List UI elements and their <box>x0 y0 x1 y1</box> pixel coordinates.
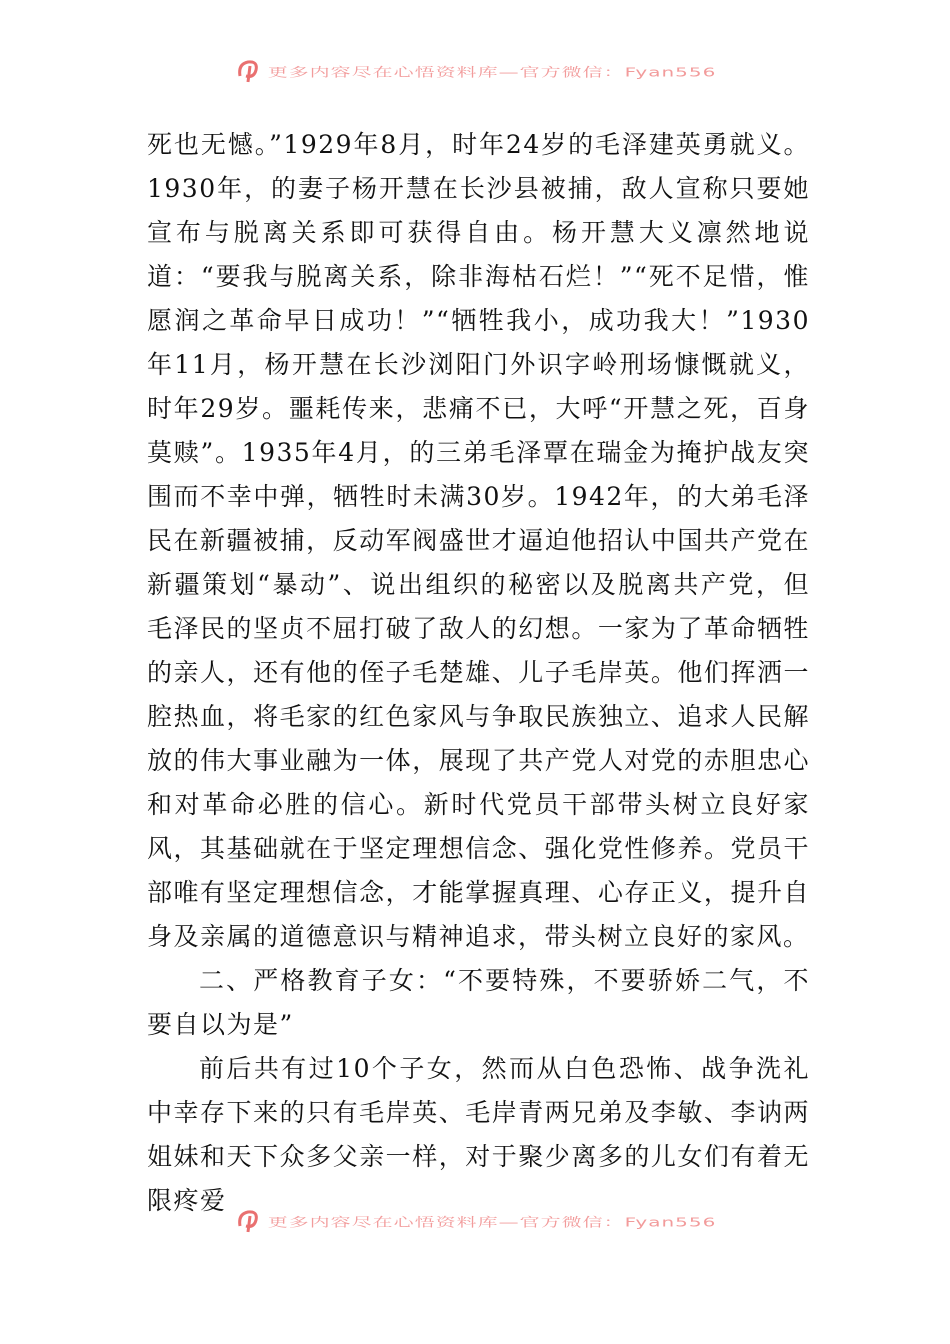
watermark-text: 更多内容尽在心悟资料库—官方微信：Fyan556 <box>267 1214 717 1229</box>
body-paragraph: 死也无憾。”1929年8月，时年24岁的毛泽建英勇就义。1930年，的妻子杨开慧在长沙县被捕，敌人宣称只要她宣布与脱离关系即可获得自由。杨开慧大义凛然地说道：“要我与脱离关系，除非海枯石烂！”“死不足惜，惟愿润之革命早日成功！”“牺牲我小，成功我大！”1930年11月，杨开慧在长沙浏阳门外识字岭刑场慷慨就义，时年29岁。噩耗传来，悲痛不已，大呼“开慧之死，百身莫赎”。1935年4月，的三弟毛泽覃在瑞金为掩护战友突围而不幸中弹，牺牲时未满30岁。1942年，的大弟毛泽民在新疆被捕，反动军阀盛世才逼迫他招认中国共产党在新疆策划“暴动”、说出组织的秘密以及脱离共产党，但毛泽民的坚贞不屈打破了敌人的幻想。一家为了革命牺牲的亲人，还有他的侄子毛楚雄、儿子毛岸英。他们挥洒一腔热血，将毛家的红色家风与争取民族独立、追求人民解放的伟大事业融为一体，展现了共产党人对党的赤胆忠心和对革命必胜的信心。新时代党员干部带头树立良好家风，其基础就在于坚定理想信念、强化党性修养。党员干部唯有坚定理想信念，才能掌握真理、心存正义，提升自身及亲属的道德意识与精神追求，带头树立良好的家风。 <box>147 130 810 951</box>
header-watermark <box>0 50 950 90</box>
body-paragraph: 前后共有过10个子女，然而从白色恐怖、战争洗礼中幸存下来的只有毛岸英、毛岸青两兄弟及李敏、李讷两姐妹和天下众多父亲一样，对于聚少离多的儿女们有着无限疼爱 <box>147 1054 810 1215</box>
document-body <box>147 123 810 1223</box>
section-heading: 二、严格教育子女：“不要特殊，不要骄娇二气，不要自以为是” <box>147 966 810 1039</box>
brand-logo-icon <box>234 1206 262 1234</box>
watermark-text: 更多内容尽在心悟资料库—官方微信：Fyan556 <box>267 64 717 79</box>
brand-logo-icon <box>234 56 262 84</box>
footer-watermark <box>0 1200 950 1240</box>
